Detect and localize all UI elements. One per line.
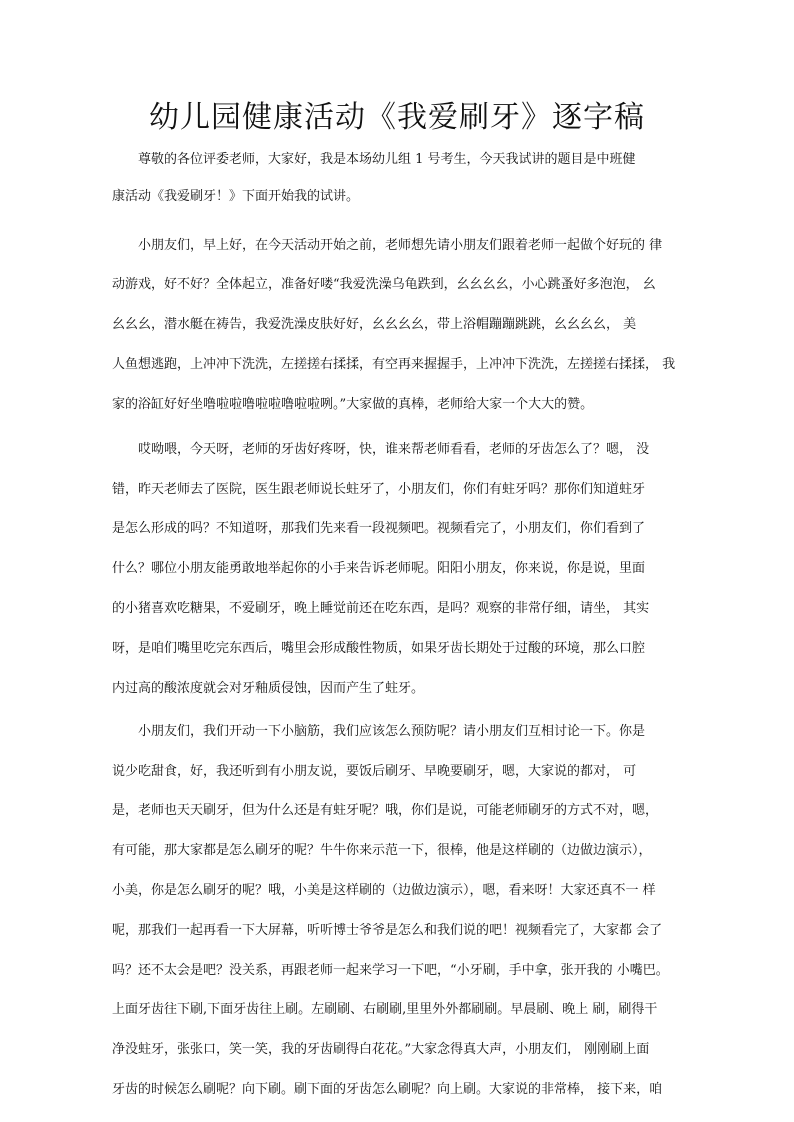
paragraph-line: 幺幺幺，潜水艇在祷告，我爱洗澡皮肤好好，幺幺幺幺，带上浴帽蹦蹦跳跳，幺幺幺幺， 美 bbox=[112, 317, 637, 332]
paragraph-line: 说少吃甜食，好，我还听到有小朋友说，要饭后刷牙、早晚要刷牙，嗯，大家说的都对， 可 bbox=[112, 764, 637, 779]
document-title: 幼儿园健康活动《我爱刷牙》逐字稿 bbox=[149, 100, 645, 135]
paragraph-line: 人鱼想逃跑，上冲冲下洗洗，左搓搓右揉揉，有空再来握握手，上冲冲下洗洗，左搓搓右揉揉， 我 bbox=[112, 357, 676, 372]
paragraph-line: 内过高的酸浓度就会对牙釉质侵蚀，因而产生了蛀牙。 bbox=[112, 681, 425, 696]
paragraph-line: 家的浴缸好好坐噜啦啦噜啦啦噜啦啦咧。”大家做的真棒，老师给大家一个大大的赞。 bbox=[112, 397, 594, 412]
paragraph-line: 哎呦喂，今天呀，老师的牙齿好疼呀，快，谁来帮老师看看，老师的牙齿怎么了？嗯， 没 bbox=[138, 442, 650, 457]
paragraph-line: 小朋友们，早上好，在今天活动开始之前，老师想先请小朋友们跟着老师一起做个好玩的 律 bbox=[138, 238, 663, 253]
paragraph-line: 上面牙齿往下刷,下面牙齿往上刷。左刷刷、右刷刷,里里外外都刷刷。早晨刷、晚上 刷，刷得干 bbox=[112, 1002, 658, 1017]
paragraph-line: 有可能，那大家都是怎么刷牙的呢？牛牛你来示范一下，很棒，他是这样刷的（边做边演示）， bbox=[112, 843, 652, 858]
paragraph-line: 吗？还不太会是吧？没关系，再跟老师一起来学习一下吧，“小牙刷，手中拿，张开我的 小嘴巴。 bbox=[112, 963, 669, 978]
paragraph-line: 是怎么形成的吗？不知道呀，那我们先来看一段视频吧。视频看完了，小朋友们，你们看到了 bbox=[112, 521, 646, 536]
paragraph-line: 牙齿的时候怎么刷呢？向下刷。刷下面的牙齿怎么刷呢？向上刷。大家说的非常棒， 接下来，咱 bbox=[112, 1082, 663, 1097]
paragraph-line: 小朋友们，我们开动一下小脑筋，我们应该怎么预防呢？请小朋友们互相讨论一下。你是 bbox=[138, 724, 646, 739]
paragraph-line: 呀，是咱们嘴里吃完东西后，嘴里会形成酸性物质，如果牙齿长期处于过酸的环境，那么口腔 bbox=[112, 641, 646, 656]
paragraph-line: 什么？哪位小朋友能勇敢地举起你的小手来告诉老师呢。阳阳小朋友，你来说，你是说，里面 bbox=[112, 561, 646, 576]
paragraph-line: 康活动《我爱刷牙！》下面开始我的试讲。 bbox=[112, 189, 360, 204]
paragraph-line: 动游戏，好不好？全体起立，准备好喽“我爱洗澡乌龟跌到，幺幺幺幺，小心跳蚤好多泡泡， 幺 bbox=[112, 277, 656, 292]
paragraph-line: 呢，那我们一起再看一下大屏幕，听听博士爷爷是怎么和我们说的吧！视频看完了，大家都 会了 bbox=[112, 923, 663, 938]
paragraph-line: 小美，你是怎么刷牙的呢？哦，小美是这样刷的（边做边演示），嗯，看来呀！大家还真不一 样 bbox=[112, 883, 656, 898]
paragraph-line: 净没蛀牙，张张口，笑一笑，我的牙齿刷得白花花。”大家念得真大声，小朋友们， 刚刚刷上面 bbox=[112, 1042, 650, 1057]
paragraph-line: 是，老师也天天刷牙，但为什么还是有蛀牙呢？哦，你们是说，可能老师刷牙的方式不对，嗯， bbox=[112, 803, 659, 818]
paragraph-line: 错，昨天老师去了医院，医生跟老师说长蛀牙了，小朋友们，你们有蛀牙吗？那你们知道蛀牙 bbox=[112, 482, 646, 497]
paragraph-line: 的小猪喜欢吃糖果，不爱刷牙，晚上睡觉前还在吃东西，是吗？观察的非常仔细，请坐， 其实 bbox=[112, 601, 650, 616]
paragraph-line: 尊敬的各位评委老师，大家好，我是本场幼儿组 1 号考生，今天我试讲的题目是中班健 bbox=[138, 152, 636, 167]
